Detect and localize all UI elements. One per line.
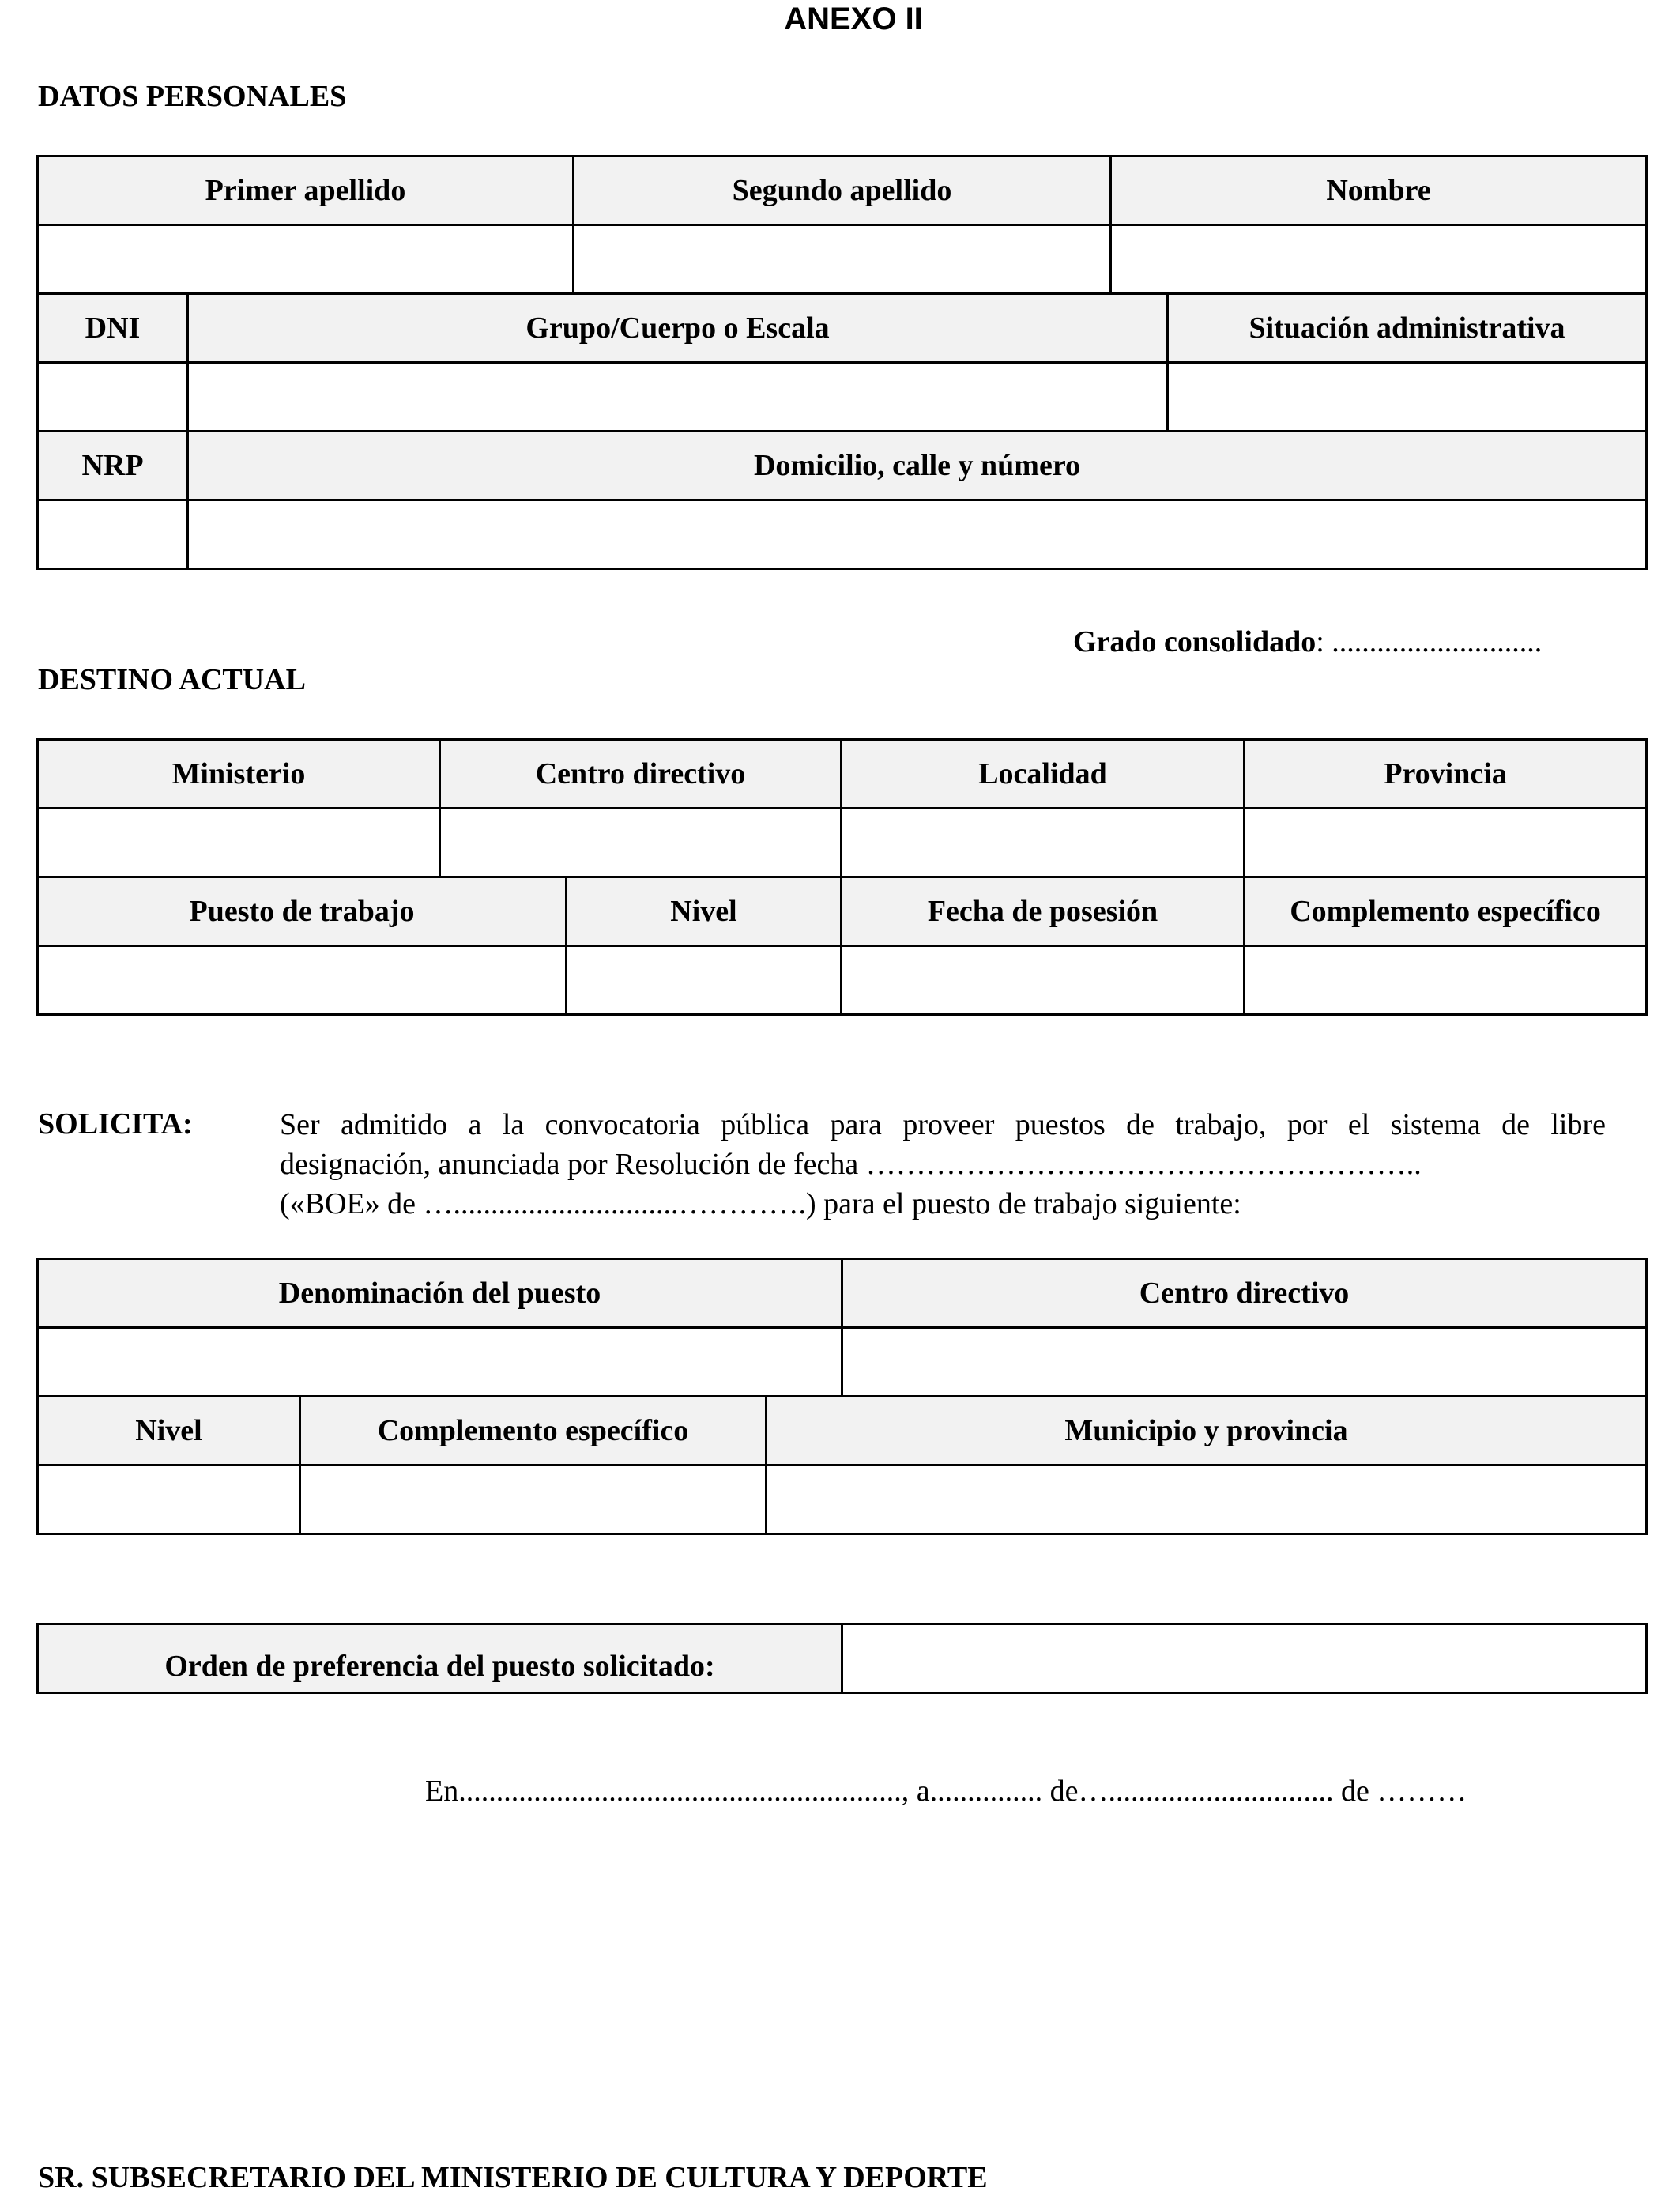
grado-consolidado-label: Grado consolidado [1073, 625, 1317, 658]
header-nivel-solicitado: Nivel [38, 1397, 300, 1465]
header-dni: DNI [38, 294, 188, 363]
header-fecha-de-posesion: Fecha de posesión [842, 877, 1245, 946]
header-nrp: NRP [38, 432, 188, 500]
solicita-line-1: Ser admitido a la convocatoria pública para proveer puestos de trabajo, por el sistema de libre [280, 1108, 1606, 1141]
header-municipio-y-provincia: Municipio y provincia [767, 1397, 1647, 1465]
header-complemento-especifico-solicitado: Complemento específico [300, 1397, 767, 1465]
field-nivel-actual[interactable] [567, 946, 842, 1015]
header-nombre: Nombre [1111, 157, 1647, 225]
field-nombre[interactable] [1111, 225, 1647, 294]
field-primer-apellido[interactable] [38, 225, 574, 294]
header-centro-directivo-solicitado: Centro directivo [842, 1259, 1647, 1328]
solicita-line-3: («BOE» de …..............................………….) para el puesto de trabajo siguiente: [280, 1187, 1241, 1220]
orden-preferencia-table [36, 1623, 1648, 1694]
header-situacion-administrativa: Situación administrativa [1168, 294, 1647, 363]
destino-actual-table [36, 738, 1648, 1016]
header-localidad: Localidad [842, 740, 1245, 809]
field-ministerio[interactable] [38, 809, 440, 877]
field-situacion-administrativa[interactable] [1168, 363, 1647, 432]
header-ministerio: Ministerio [38, 740, 440, 809]
header-orden-de-preferencia: Orden de preferencia del puesto solicitado: [38, 1624, 842, 1693]
annex-title: ANEXO II [784, 2, 923, 36]
field-complemento-especifico-solicitado[interactable] [300, 1465, 767, 1534]
field-dni[interactable] [38, 363, 188, 432]
solicita-label: SOLICITA: [38, 1107, 193, 1141]
puesto-solicitado-table [36, 1258, 1648, 1535]
field-localidad[interactable] [842, 809, 1245, 877]
header-grupo-cuerpo-escala: Grupo/Cuerpo o Escala [188, 294, 1168, 363]
header-centro-directivo-actual: Centro directivo [440, 740, 842, 809]
solicita-line-2: designación, anunciada por Resolución de fecha ……………………………………………….. [280, 1148, 1422, 1181]
grado-consolidado-dots: : ............................ [1316, 625, 1543, 658]
datos-personales-table [36, 155, 1648, 570]
field-fecha-de-posesion[interactable] [842, 946, 1245, 1015]
field-puesto-de-trabajo[interactable] [38, 946, 567, 1015]
lugar-y-fecha-line: En..........................................................., a............... de….............................. de ……… [425, 1774, 1467, 1808]
section-heading-destino-actual: DESTINO ACTUAL [38, 663, 306, 696]
header-segundo-apellido: Segundo apellido [574, 157, 1111, 225]
grado-consolidado [1073, 624, 1542, 659]
section-heading-datos-personales: DATOS PERSONALES [38, 80, 347, 113]
header-domicilio: Domicilio, calle y número [188, 432, 1647, 500]
field-grupo-cuerpo-escala[interactable] [188, 363, 1168, 432]
destinatario-footer: SR. SUBSECRETARIO DEL MINISTERIO DE CULTURA Y DEPORTE [38, 2161, 988, 2194]
field-segundo-apellido[interactable] [574, 225, 1111, 294]
field-domicilio[interactable] [188, 500, 1647, 569]
header-nivel-actual: Nivel [567, 877, 842, 946]
solicita-text [280, 1105, 1606, 1224]
header-denominacion-del-puesto: Denominación del puesto [38, 1259, 842, 1328]
field-centro-directivo-actual[interactable] [440, 809, 842, 877]
field-nrp[interactable] [38, 500, 188, 569]
field-denominacion-del-puesto[interactable] [38, 1328, 842, 1397]
field-provincia[interactable] [1245, 809, 1647, 877]
header-primer-apellido: Primer apellido [38, 157, 574, 225]
field-centro-directivo-solicitado[interactable] [842, 1328, 1647, 1397]
field-nivel-solicitado[interactable] [38, 1465, 300, 1534]
header-complemento-especifico-actual: Complemento específico [1245, 877, 1647, 946]
header-provincia: Provincia [1245, 740, 1647, 809]
field-municipio-y-provincia[interactable] [767, 1465, 1647, 1534]
field-orden-de-preferencia[interactable] [842, 1624, 1647, 1693]
header-puesto-de-trabajo: Puesto de trabajo [38, 877, 567, 946]
field-complemento-especifico-actual[interactable] [1245, 946, 1647, 1015]
